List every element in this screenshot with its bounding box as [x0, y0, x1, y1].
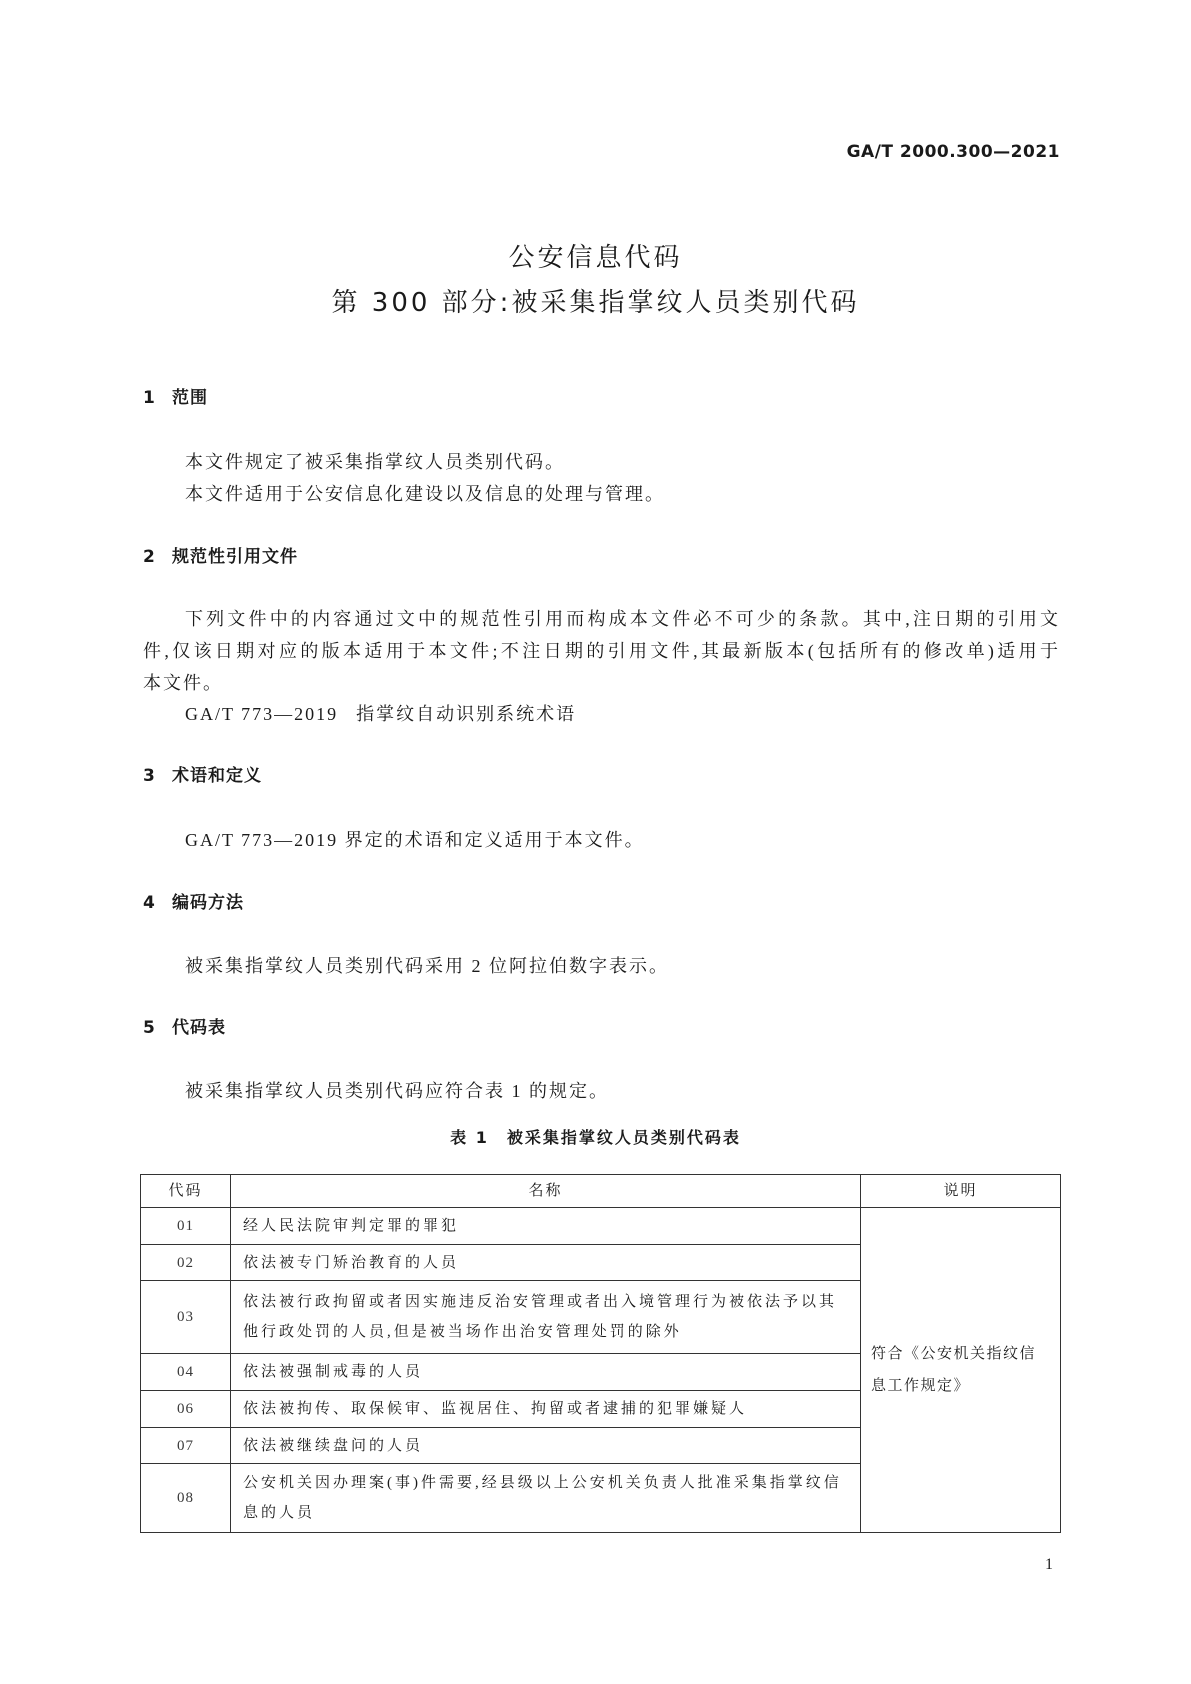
table-header-row	[141, 1175, 1061, 1208]
document-subtitle: 第 300 部分:被采集指掌纹人员类别代码	[331, 288, 860, 318]
row-name-line: 依法被强制戒毒的人员	[243, 1364, 424, 1380]
remark-cell	[861, 1208, 1061, 1533]
table-row	[141, 1208, 1061, 1245]
row-code: 06	[141, 1391, 231, 1428]
column-header-code: 代码	[141, 1175, 231, 1208]
row-name-line: 息的人员	[243, 1505, 316, 1521]
table-caption	[0, 1126, 1191, 1150]
section-heading-scope	[143, 386, 208, 410]
paragraph-line: 被采集指掌纹人员类别代码采用 2 位阿拉伯数字表示。	[185, 956, 669, 976]
section-title: 术语和定义	[172, 766, 262, 786]
remark-line: 符合《公安机关指纹信	[871, 1346, 1037, 1362]
row-name	[231, 1208, 861, 1245]
row-name	[231, 1281, 861, 1354]
row-name-line: 依法被专门矫治教育的人员	[243, 1254, 460, 1271]
row-name-line: 依法被继续盘问的人员	[243, 1437, 424, 1454]
section-number: 5	[143, 1018, 156, 1038]
row-code: 07	[141, 1428, 231, 1464]
section-title: 范围	[172, 388, 208, 408]
row-code: 01	[141, 1208, 231, 1245]
normative-reference	[185, 702, 576, 726]
section-heading-coding-method	[143, 891, 244, 915]
section-heading-normative-references	[143, 545, 298, 569]
row-name	[231, 1354, 861, 1391]
section-heading-terms	[143, 764, 262, 788]
code-table	[140, 1174, 1061, 1533]
row-code: 04	[141, 1354, 231, 1391]
section-heading-code-table	[143, 1016, 226, 1040]
document-title: 公安信息代码	[508, 243, 683, 273]
paragraph-line: 本文件适用于公安信息化建设以及信息的处理与管理。	[185, 484, 665, 504]
section-number: 3	[143, 766, 156, 786]
row-name-line: 他行政处罚的人员,但是被当场作出治安管理处罚的除外	[243, 1324, 682, 1340]
table-caption-title: 被采集指掌纹人员类别代码表	[506, 1128, 741, 1147]
row-name-line: 依法被行政拘留或者因实施违反治安管理或者出入境管理行为被依法予以其	[243, 1294, 838, 1310]
row-code: 03	[141, 1281, 231, 1354]
column-header-remark: 说明	[861, 1175, 1061, 1208]
row-name-line: 公安机关因办理案(事)件需要,经县级以上公安机关负责人批准采集指掌纹信	[243, 1475, 842, 1491]
section-number: 4	[143, 893, 156, 913]
standard-code: GA/T 2000.300—2021	[846, 142, 1060, 162]
row-name-line: 依法被拘传、取保候审、监视居住、拘留或者逮捕的犯罪嫌疑人	[243, 1401, 748, 1417]
remark-line: 息工作规定》	[871, 1378, 971, 1394]
row-code: 02	[141, 1245, 231, 1281]
table-caption-label: 表 1	[450, 1128, 489, 1147]
row-name	[231, 1428, 861, 1464]
row-name	[231, 1464, 861, 1533]
section-number: 1	[143, 388, 156, 408]
row-name	[231, 1391, 861, 1428]
reference-code: GA/T 773—2019	[185, 704, 339, 724]
paragraph-line: 件,仅该日期对应的版本适用于本文件;不注日期的引用文件,其最新版本(包括所有的修改单)适用于	[143, 641, 1060, 661]
reference-name: 指掌纹自动识别系统术语	[356, 704, 577, 724]
page-number: 1	[1045, 1556, 1053, 1573]
row-name-line: 经人民法院审判定罪的罪犯	[243, 1218, 460, 1234]
paragraph-line: 本文件。	[143, 673, 223, 693]
column-header-name: 名称	[231, 1175, 861, 1208]
paragraph-line: 被采集指掌纹人员类别代码应符合表 1 的规定。	[185, 1081, 609, 1101]
section-number: 2	[143, 547, 156, 567]
paragraph-line: 下列文件中的内容通过文中的规范性引用而构成本文件必不可少的条款。其中,注日期的引用文	[185, 609, 1060, 629]
paragraph-line: 本文件规定了被采集指掌纹人员类别代码。	[185, 452, 565, 472]
section-title: 编码方法	[172, 893, 244, 913]
paragraph-line: GA/T 773—2019 界定的术语和定义适用于本文件。	[185, 830, 645, 850]
section-title: 代码表	[172, 1018, 226, 1038]
row-name	[231, 1245, 861, 1281]
section-title: 规范性引用文件	[172, 547, 298, 567]
row-code: 08	[141, 1464, 231, 1533]
